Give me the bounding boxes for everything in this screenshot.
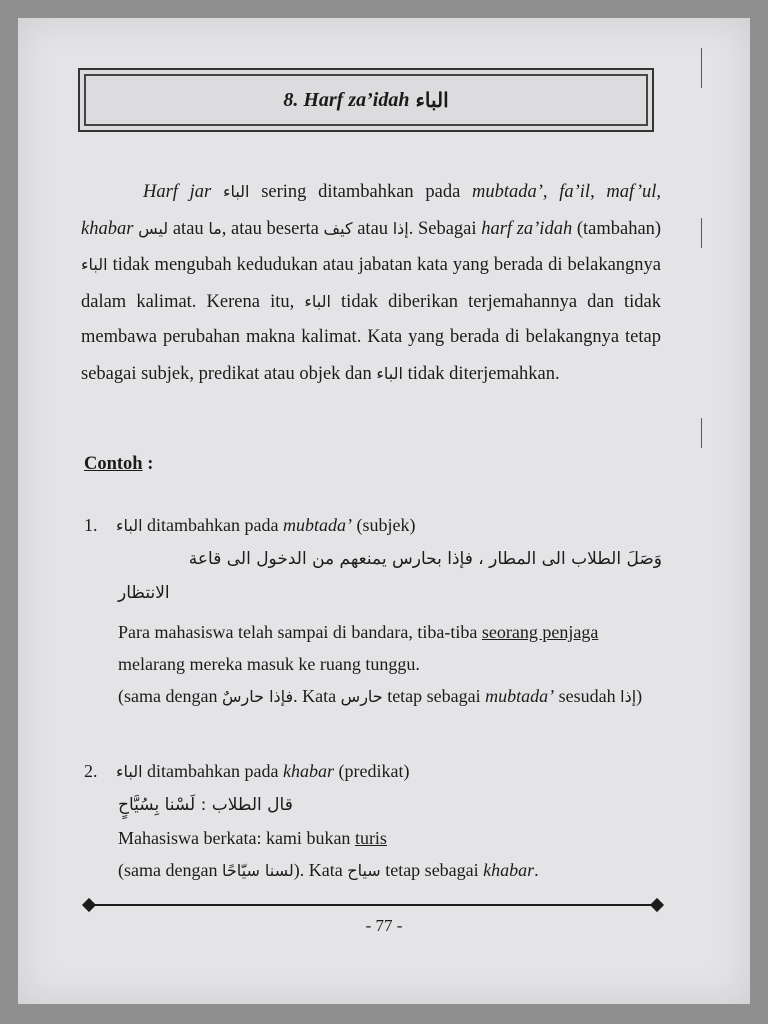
text-fragment: ditambahkan pada bbox=[147, 761, 279, 781]
arabic-example-line bbox=[118, 788, 662, 822]
arabic-note: سياح bbox=[347, 861, 381, 880]
arabic-laysa: ليس bbox=[138, 218, 169, 238]
text-fragment: . Sebagai bbox=[408, 218, 477, 239]
example-number: 2. bbox=[84, 761, 98, 781]
arabic-ba: الباء bbox=[222, 182, 250, 201]
text-fragment: Para mahasiswa telah sampai di bandara, tiba-tiba bbox=[118, 622, 478, 642]
term-khabar: khabar bbox=[283, 761, 334, 781]
arabic-ba: الباء bbox=[376, 363, 403, 383]
text-fragment: . Kata bbox=[293, 686, 337, 706]
text-fragment: ). Kata bbox=[293, 860, 343, 880]
text-fragment: (tambahan) bbox=[576, 218, 662, 239]
example-translation bbox=[118, 616, 662, 713]
intro-paragraph bbox=[81, 174, 661, 392]
text-fragment: tidak diberikan terjemahannya dan tidak membawa perubahan makna kalimat. Kata yang berada di belakangnya tetap sebagai subjek, predikat atau objek dan bbox=[81, 291, 661, 384]
arabic-ba: الباء bbox=[81, 255, 108, 274]
text-fragment: melarang mereka masuk ke ruang tunggu. bbox=[118, 654, 420, 674]
text-fragment: ditambahkan pada bbox=[147, 515, 279, 535]
section-title-box bbox=[78, 68, 654, 132]
section-title-arabic: الباء bbox=[415, 89, 449, 112]
example-heading bbox=[116, 510, 415, 541]
text-fragment: (subjek) bbox=[356, 515, 416, 535]
example-heading bbox=[116, 756, 409, 787]
margin-mark bbox=[701, 48, 702, 88]
footer-rule bbox=[90, 904, 658, 906]
arabic-ba: الباء bbox=[116, 762, 143, 781]
section-title bbox=[84, 74, 648, 126]
text-fragment: sering ditambahkan pada bbox=[261, 182, 461, 202]
text-fragment: tidak diterjemahkan. bbox=[407, 363, 560, 384]
section-title-text: 8. Harf za’idah bbox=[283, 88, 410, 111]
arabic-note: فإذا حارسٌ bbox=[221, 687, 294, 706]
text-fragment: sesudah bbox=[558, 686, 616, 706]
arabic-example-word: الانتظار bbox=[118, 583, 170, 603]
arabic-kayfa: كيف bbox=[323, 218, 353, 238]
text-fragment: Mahasiswa berkata: kami bukan bbox=[118, 828, 351, 848]
examples-heading-colon: : bbox=[142, 454, 154, 474]
text-fragment: tetap sebagai bbox=[385, 860, 479, 880]
text-fragment: atau bbox=[172, 218, 204, 239]
arabic-note: لسنا سيّاحًا bbox=[221, 861, 294, 880]
text-fragment: (sama dengan bbox=[118, 686, 218, 706]
term-khabar: khabar bbox=[483, 860, 535, 880]
text-fragment: tetap sebagai bbox=[387, 686, 481, 706]
term-mubtada: mubtada’ bbox=[485, 686, 555, 706]
underlined-term: seorang penjaga bbox=[481, 622, 599, 642]
arabic-ma: ما bbox=[208, 218, 222, 238]
arabic-example-line: وَصَلَ الطلاب الى المطار ، فإذا بحارس يمنعهم من الدخول الى قاعة bbox=[188, 549, 662, 569]
arabic-ba: الباء bbox=[304, 291, 331, 311]
arabic-ba: الباء bbox=[116, 516, 143, 535]
examples-heading bbox=[84, 454, 153, 475]
examples-heading-label: Contoh bbox=[84, 454, 143, 474]
book-page bbox=[18, 18, 750, 1004]
text-fragment: tidak mengubah kedudukan atau jabatan kata yang berada di belakangnya dalam kalimat. Kerena itu, bbox=[81, 255, 661, 312]
text-fragment: , atau beserta bbox=[221, 218, 319, 239]
underlined-term: turis bbox=[354, 828, 387, 848]
margin-mark bbox=[701, 418, 702, 448]
term-mubtada: mubtada’ bbox=[283, 515, 352, 535]
text-fragment: . bbox=[534, 860, 539, 880]
text-fragment: (predikat) bbox=[338, 761, 410, 781]
example-number: 1. bbox=[84, 515, 98, 535]
diamond-ornament-icon bbox=[650, 898, 664, 912]
arabic-example-line bbox=[118, 576, 662, 610]
example-translation bbox=[118, 822, 662, 887]
arabic-note: حارس bbox=[340, 687, 383, 706]
page-number: - 77 - bbox=[365, 916, 403, 935]
text-fragment: atau bbox=[357, 218, 389, 239]
diamond-ornament-icon bbox=[82, 898, 96, 912]
text-fragment: ) bbox=[636, 686, 643, 706]
arabic-example-sentence: قال الطلاب : لَسْنا بِسُيَّاحٍ bbox=[118, 795, 293, 815]
term-mubtada-list: mubtada’, fa’il, maf’ul, khabar bbox=[81, 182, 662, 239]
margin-mark bbox=[701, 218, 702, 248]
term-harf-zaidah: harf za’idah bbox=[481, 218, 573, 239]
arabic-note: إذا bbox=[620, 687, 637, 706]
text-fragment: (sama dengan bbox=[118, 860, 218, 880]
term-harf-jar: Harf jar bbox=[143, 182, 212, 202]
arabic-idza: إذا bbox=[392, 218, 409, 238]
